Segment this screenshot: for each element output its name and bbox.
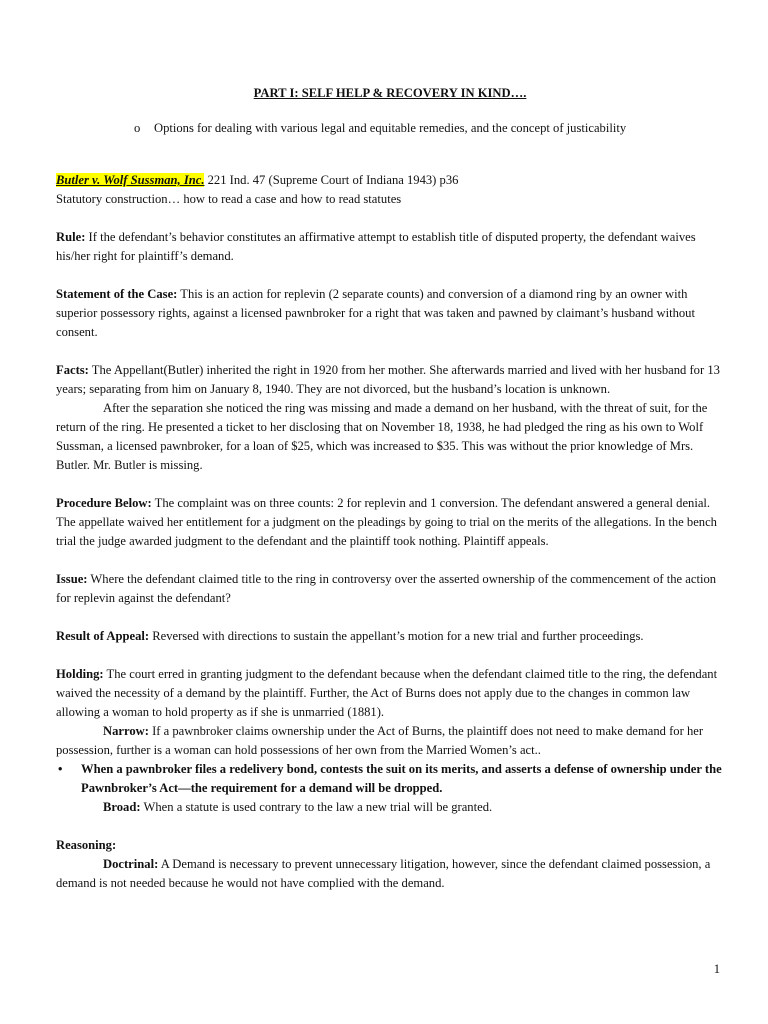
rule-text: If the defendant’s behavior constitutes an affirmative attempt to establish title of disputed property, the defendant waives his/her right for plaintiff’s demand. bbox=[56, 230, 696, 263]
case-subtitle: Statutory construction… how to read a case and how to read statutes bbox=[56, 192, 402, 206]
facts-label: Facts: bbox=[56, 363, 89, 377]
doctrinal-text: A Demand is necessary to prevent unnecessary litigation, however, since the defendant claimed possession, a demand is not needed because he would not have complied with the demand. bbox=[56, 857, 711, 890]
facts-text: The Appellant(Butler) inherited the right in 1920 from her mother. She afterwards married and lived with her husband for 13 years; separating from him on January 8, 1940. They are not divorced, but the husband’s location is unknown. bbox=[56, 363, 720, 396]
result-text: Reversed with directions to sustain the appellant’s motion for a new trial and further proceedings. bbox=[149, 629, 644, 643]
bullet-icon: • bbox=[58, 762, 63, 776]
procedure-text: The complaint was on three counts: 2 for replevin and 1 conversion. The defendant answered a general denial. The appellate waived her entitlement for a judgment on the pleadings by going to trial on the merits of the allegations. In the bench trial the judge awarded judgment to the defendant and the plaintiff took nothing. Plaintiff appeals. bbox=[56, 496, 717, 548]
holding-bullet-item bbox=[56, 760, 724, 798]
statement-section bbox=[56, 285, 724, 342]
case-heading bbox=[56, 171, 724, 190]
case-name: Butler v. Wolf Sussman, Inc. bbox=[56, 173, 205, 187]
doctrinal-label: Doctrinal: bbox=[103, 857, 159, 871]
hollow-bullet-icon: o bbox=[134, 121, 141, 135]
issue-text: Where the defendant claimed title to the ring in controversy over the asserted ownership of the commencement of the action for replevin against the defendant? bbox=[56, 572, 717, 605]
issue-label: Issue: bbox=[56, 572, 88, 586]
statement-text: This is an action for replevin (2 separate counts) and conversion of a diamond ring by an owner with superior possessory rights, against a licensed pawnbroker for a right that was taken and pawned by claimant’s husband without consent. bbox=[56, 287, 695, 339]
narrow-text: If a pawnbroker claims ownership under the Act of Burns, the plaintiff does not need to make demand for her possession, further is a woman can hold possessions of her own from the Married Women’s act.. bbox=[56, 724, 704, 757]
facts-paragraph-2: After the separation she noticed the ring was missing and made a demand on her husband, with the threat of suit, for the return of the ring. He presented a ticket to her disclosing that on November 18, 1938, he had pledged the ring as his own to Wolf Sussman, a licensed pawnbroker, for a loan of $25, which was increased to $35. This was without the prior knowledge of Mrs. Butler. Mr. Butler is missing. bbox=[56, 401, 708, 472]
rule-section bbox=[56, 228, 724, 266]
statement-label: Statement of the Case: bbox=[56, 287, 178, 301]
page-title: PART I: SELF HELP & RECOVERY IN KIND…. bbox=[253, 86, 527, 100]
procedure-section bbox=[56, 494, 724, 551]
narrow-label: Narrow: bbox=[103, 724, 149, 738]
result-section bbox=[56, 627, 724, 646]
broad-text: When a statute is used contrary to the law a new trial will be granted. bbox=[140, 800, 493, 814]
holding-text: The court erred in granting judgment to the defendant because when the defendant claimed title to the ring, the defendant waived the necessity of a demand by the plaintiff. Further, the Act of Burns does not apply due to the changes in common law allowing a woman to hold property as if she is unmarried (1881). bbox=[56, 667, 718, 719]
broad-label: Broad: bbox=[103, 800, 141, 814]
rule-label: Rule: bbox=[56, 230, 86, 244]
reasoning-doctrinal bbox=[56, 855, 724, 893]
options-text: Options for dealing with various legal and equitable remedies, and the concept of justicability bbox=[154, 121, 627, 135]
holding-bullet-text: When a pawnbroker files a redelivery bond, contests the suit on its merits, and asserts a defense of ownership under the Pawnbroker’s Act—the requirement for a demand will be dropped. bbox=[81, 762, 722, 795]
case-citation: 221 Ind. 47 (Supreme Court of Indiana 1943) p36 bbox=[204, 173, 459, 187]
holding-section bbox=[56, 665, 724, 722]
holding-broad bbox=[56, 798, 724, 817]
holding-narrow bbox=[56, 722, 724, 760]
procedure-label: Procedure Below: bbox=[56, 496, 152, 510]
facts-section bbox=[56, 361, 724, 399]
holding-label: Holding: bbox=[56, 667, 104, 681]
options-item bbox=[56, 119, 724, 138]
reasoning-label: Reasoning: bbox=[56, 838, 117, 852]
issue-section bbox=[56, 570, 724, 608]
document-page bbox=[56, 84, 724, 893]
result-label: Result of Appeal: bbox=[56, 629, 150, 643]
page-number: 1 bbox=[713, 962, 720, 976]
